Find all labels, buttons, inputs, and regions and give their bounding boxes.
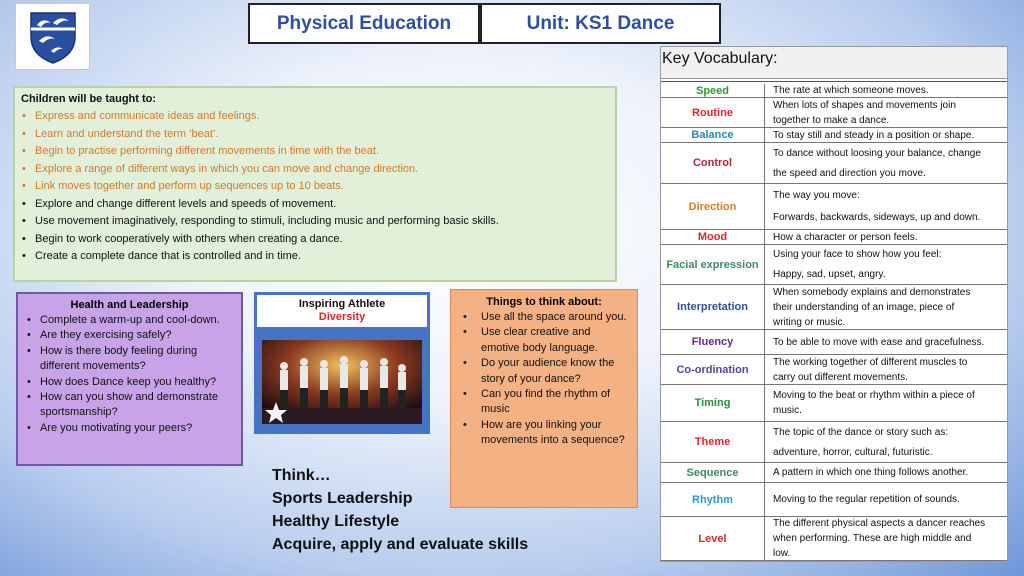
definition-line: the speed and direction you move. [773,167,926,179]
health-leadership-panel [16,292,243,466]
vocabulary-title: Key Vocabulary: [661,47,1007,79]
things-item: • Can you find the rhythm of music [459,387,629,418]
objective-item: • Explore and change different levels and speeds of movement. [21,196,609,214]
definition-line: adventure, horror, cultural, futuristic. [773,446,933,458]
vocabulary-definition [765,84,1007,97]
definition-line: Moving to the beat or rhythm within a piece of [773,390,975,401]
objective-item: • Begin to work cooperatively with others when creating a dance. [21,231,609,249]
things-list [459,310,629,449]
athlete-heading: Inspiring Athlete [298,298,386,310]
vocabulary-term: Routine [661,98,765,127]
vocabulary-row [661,84,1007,98]
things-item: • Do your audience know the story of your dance? [459,356,629,387]
definition-line: writing or music. [773,316,846,328]
objectives-heading: Children will be taught to: [21,93,157,105]
think-line: Acquire, apply and evaluate skills [272,536,529,553]
vocabulary-row [661,483,1007,517]
objective-item: • Create a complete dance that is controlled and in time. [21,248,609,266]
vocabulary-row [661,330,1007,355]
vocabulary-term: Balance [661,128,765,142]
athlete-header [257,295,427,327]
inspiring-athlete-panel [254,292,430,434]
definition-line: music. [773,405,802,416]
vocabulary-definition [765,483,1007,516]
definition-line: The topic of the dance or story such as: [773,426,949,438]
vocabulary-term: Speed [661,84,765,97]
definition-line: Forwards, backwards, sideways, up and down. [773,212,981,224]
health-item: • How can you show and demonstrate sportsmanship? [24,390,235,421]
definition-line: To be able to move with ease and gracefulness. [773,336,985,348]
objective-item: • Begin to practise performing different movements in time with the beat. [21,143,609,161]
definition-line: low. [773,548,791,559]
vocabulary-row [661,184,1007,230]
things-item: • Use clear creative and emotive body language. [459,325,629,356]
think-line: Sports Leadership [272,490,413,507]
definition-line: Happy, sad, upset, angry. [773,268,886,280]
definition-line: When lots of shapes and movements join [773,99,956,111]
vocabulary-term: Timing [661,385,765,421]
think-line: Think… [272,467,331,484]
vocabulary-term: Facial expression [661,245,765,284]
vocabulary-definition [765,517,1007,560]
things-heading: Things to think about: [486,296,602,308]
definition-line: Moving to the regular repetition of sounds. [773,494,960,505]
vocabulary-row [661,285,1007,330]
subject-title: Physical Education [248,3,480,44]
vocabulary-term: Theme [661,422,765,462]
think-summary [272,464,552,556]
vocabulary-term: Rhythm [661,483,765,516]
school-logo [15,3,90,70]
vocabulary-term: Co-ordination [661,355,765,384]
things-item: • How are you linking your movements into a sequence? [459,418,629,449]
health-item: • How is there body feeling during different movements? [24,344,235,375]
definition-line: When somebody explains and demonstrates [773,286,971,298]
health-heading: Health and Leadership [70,299,189,311]
definition-line: carry out different movements. [773,371,908,383]
things-item: • Use all the space around you. [459,310,629,325]
vocabulary-row [661,143,1007,184]
definition-line: their understanding of an image, piece of [773,301,955,313]
key-vocabulary-table [660,46,1008,562]
vocabulary-row [661,385,1007,422]
vocabulary-term: Control [661,143,765,183]
definition-line: How a character or person feels. [773,231,918,243]
think-line: Healthy Lifestyle [272,513,400,530]
vocabulary-row [661,355,1007,385]
vocabulary-row [661,463,1007,483]
vocabulary-row [661,422,1007,463]
health-list [24,313,235,436]
athlete-name: Diversity [318,311,366,323]
unit-title: Unit: KS1 Dance [480,3,721,44]
objectives-list [21,108,609,266]
health-item: • Are they exercising safely? [24,328,235,343]
definition-line: The way you move: [773,189,860,201]
definition-line: together to make a dance. [773,114,890,126]
vocabulary-definition [765,184,1007,229]
vocabulary-definition [765,463,1007,482]
definition-line: The different physical aspects a dancer reaches [773,518,986,529]
vocabulary-term: Direction [661,184,765,229]
objective-item: • Use movement imaginatively, responding to stimuli, including music and performing basic skills. [21,213,609,231]
vocabulary-definition [765,285,1007,329]
definition-line: The rate at which someone moves. [773,85,929,96]
objective-item: • Learn and understand the term ‘beat’. [21,126,609,144]
vocabulary-row [661,128,1007,143]
vocabulary-definition [765,355,1007,384]
vocabulary-row [661,230,1007,245]
vocabulary-term: Fluency [661,330,765,354]
vocabulary-row [661,245,1007,285]
vocabulary-definition [765,330,1007,354]
vocabulary-definition [765,143,1007,183]
definition-line: To stay still and steady in a position or shape. [773,129,975,141]
definition-line: when performing. These are high middle and [773,533,972,544]
vocabulary-definition [765,385,1007,421]
definition-line: The working together of different muscles to [773,356,968,368]
health-item: • How does Dance keep you healthy? [24,375,235,390]
vocabulary-definition [765,230,1007,244]
vocabulary-term: Sequence [661,463,765,482]
shield-logo-icon [23,7,83,67]
objective-item: • Link moves together and perform up sequences up to 10 beats. [21,178,609,196]
learning-objectives-panel [13,86,617,282]
definition-line: To dance without loosing your balance, change [773,147,981,159]
vocabulary-definition [765,98,1007,127]
vocabulary-definition [765,422,1007,462]
objective-item: • Express and communicate ideas and feelings. [21,108,609,126]
definition-line: Using your face to show how you feel: [773,249,942,261]
objective-item: • Explore a range of different ways in which you can move and change direction. [21,161,609,179]
vocabulary-term: Mood [661,230,765,244]
vocabulary-row [661,517,1007,561]
vocabulary-row [661,98,1007,128]
definition-line: A pattern in which one thing follows another. [773,467,969,478]
vocabulary-definition [765,128,1007,142]
vocabulary-term: Level [661,517,765,560]
dance-group-photo-icon [262,340,422,424]
vocabulary-definition [765,245,1007,284]
health-item: • Are you motivating your peers? [24,421,235,436]
vocabulary-term: Interpretation [661,285,765,329]
health-item: • Complete a warm-up and cool-down. [24,313,235,328]
